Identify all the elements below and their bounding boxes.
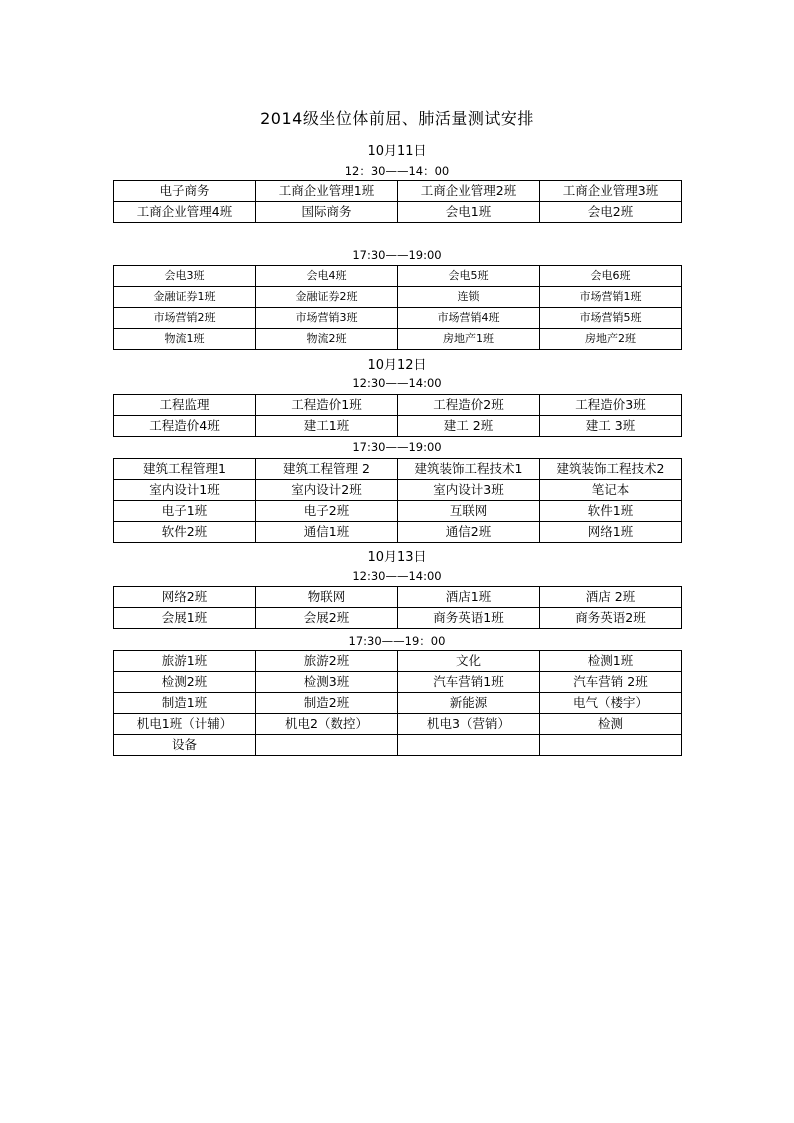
table-cell: 会电2班 [540, 202, 682, 223]
table-cell: 网络1班 [540, 522, 682, 543]
table-cell: 通信2班 [398, 522, 540, 543]
table-cell: 检测2班 [114, 672, 256, 693]
table-row [114, 287, 682, 308]
table-cell: 汽车营销1班 [398, 672, 540, 693]
table-row [114, 459, 682, 480]
schedule-table [113, 586, 682, 629]
table-cell: 通信1班 [256, 522, 398, 543]
table-row [114, 501, 682, 522]
table-cell: 会电1班 [398, 202, 540, 223]
table-cell: 旅游2班 [256, 651, 398, 672]
table-cell: 会电6班 [540, 266, 682, 287]
table-row [114, 202, 682, 223]
table-cell [398, 735, 540, 756]
table-cell [256, 735, 398, 756]
table-cell: 工程造价1班 [256, 395, 398, 416]
table-cell: 连锁 [398, 287, 540, 308]
table-cell: 建筑装饰工程技术2 [540, 459, 682, 480]
table-cell: 建工 2班 [398, 416, 540, 437]
table-cell: 制造1班 [114, 693, 256, 714]
table-cell: 汽车营销 2班 [540, 672, 682, 693]
table-cell: 商务英语1班 [398, 608, 540, 629]
table-cell: 网络2班 [114, 587, 256, 608]
table-cell: 会电4班 [256, 266, 398, 287]
table-cell: 市场营销4班 [398, 308, 540, 329]
table-cell: 电子2班 [256, 501, 398, 522]
schedule-table [113, 458, 682, 543]
table-cell: 室内设计1班 [114, 480, 256, 501]
table-cell: 商务英语2班 [540, 608, 682, 629]
table-cell: 机电1班（计辅） [114, 714, 256, 735]
table-cell: 软件2班 [114, 522, 256, 543]
page-title: 2014级坐位体前屈、肺活量测试安排 [260, 109, 534, 128]
schedule-table [113, 650, 682, 756]
table-cell: 文化 [398, 651, 540, 672]
session-time: 17:30——19:00 [352, 248, 442, 262]
table-cell: 建筑工程管理1 [114, 459, 256, 480]
table-cell: 检测3班 [256, 672, 398, 693]
table-cell: 房地产2班 [540, 329, 682, 350]
table-cell: 旅游1班 [114, 651, 256, 672]
table-row [114, 266, 682, 287]
table-cell: 笔记本 [540, 480, 682, 501]
table-cell: 机电2（数控） [256, 714, 398, 735]
table-cell: 制造2班 [256, 693, 398, 714]
table-cell: 建筑装饰工程技术1 [398, 459, 540, 480]
table-cell: 物流1班 [114, 329, 256, 350]
table-cell: 工程造价4班 [114, 416, 256, 437]
table-cell: 酒店1班 [398, 587, 540, 608]
table-row [114, 735, 682, 756]
table-cell: 金融证券1班 [114, 287, 256, 308]
table-cell [540, 735, 682, 756]
day-heading: 10月11日 [367, 144, 427, 159]
table-cell: 工商企业管理2班 [398, 181, 540, 202]
table-cell: 室内设计3班 [398, 480, 540, 501]
day-heading: 10月12日 [367, 358, 427, 373]
table-cell: 电子商务 [114, 181, 256, 202]
table-cell: 室内设计2班 [256, 480, 398, 501]
table-cell: 建工 3班 [540, 416, 682, 437]
table-cell: 新能源 [398, 693, 540, 714]
table-row [114, 181, 682, 202]
table-cell: 酒店 2班 [540, 587, 682, 608]
table-cell: 市场营销1班 [540, 287, 682, 308]
table-cell: 工程监理 [114, 395, 256, 416]
session-time: 12:30——14:00 [352, 569, 442, 583]
table-cell: 物联网 [256, 587, 398, 608]
table-cell: 检测1班 [540, 651, 682, 672]
table-cell: 市场营销2班 [114, 308, 256, 329]
day-heading: 10月13日 [367, 550, 427, 565]
table-cell: 会展2班 [256, 608, 398, 629]
schedule-table [113, 265, 682, 350]
table-cell: 工程造价2班 [398, 395, 540, 416]
table-row [114, 416, 682, 437]
table-cell: 会电5班 [398, 266, 540, 287]
table-cell: 软件1班 [540, 501, 682, 522]
session-time: 17:30——19:00 [352, 440, 442, 454]
session-time: 12:30——14:00 [352, 376, 442, 390]
table-row [114, 651, 682, 672]
table-row [114, 672, 682, 693]
table-cell: 会展1班 [114, 608, 256, 629]
session-time: 12：30——14：00 [344, 164, 450, 178]
table-row [114, 480, 682, 501]
table-cell: 电气（楼宇） [540, 693, 682, 714]
table-cell: 建筑工程管理 2 [256, 459, 398, 480]
table-cell: 工商企业管理1班 [256, 181, 398, 202]
table-row [114, 395, 682, 416]
table-row [114, 522, 682, 543]
table-cell: 互联网 [398, 501, 540, 522]
schedule-table [113, 180, 682, 223]
table-cell: 会电3班 [114, 266, 256, 287]
table-cell: 检测 [540, 714, 682, 735]
table-cell: 设备 [114, 735, 256, 756]
table-row [114, 587, 682, 608]
table-cell: 市场营销5班 [540, 308, 682, 329]
table-row [114, 693, 682, 714]
table-cell: 建工1班 [256, 416, 398, 437]
table-cell: 金融证券2班 [256, 287, 398, 308]
table-cell: 工商企业管理3班 [540, 181, 682, 202]
table-cell: 机电3（营销） [398, 714, 540, 735]
session-time: 17:30——19：00 [348, 634, 446, 648]
table-row [114, 329, 682, 350]
table-row [114, 714, 682, 735]
table-cell: 市场营销3班 [256, 308, 398, 329]
table-row [114, 608, 682, 629]
table-cell: 国际商务 [256, 202, 398, 223]
table-cell: 工程造价3班 [540, 395, 682, 416]
table-cell: 房地产1班 [398, 329, 540, 350]
table-cell: 电子1班 [114, 501, 256, 522]
table-cell: 工商企业管理4班 [114, 202, 256, 223]
table-row [114, 308, 682, 329]
schedule-table [113, 394, 682, 437]
table-cell: 物流2班 [256, 329, 398, 350]
